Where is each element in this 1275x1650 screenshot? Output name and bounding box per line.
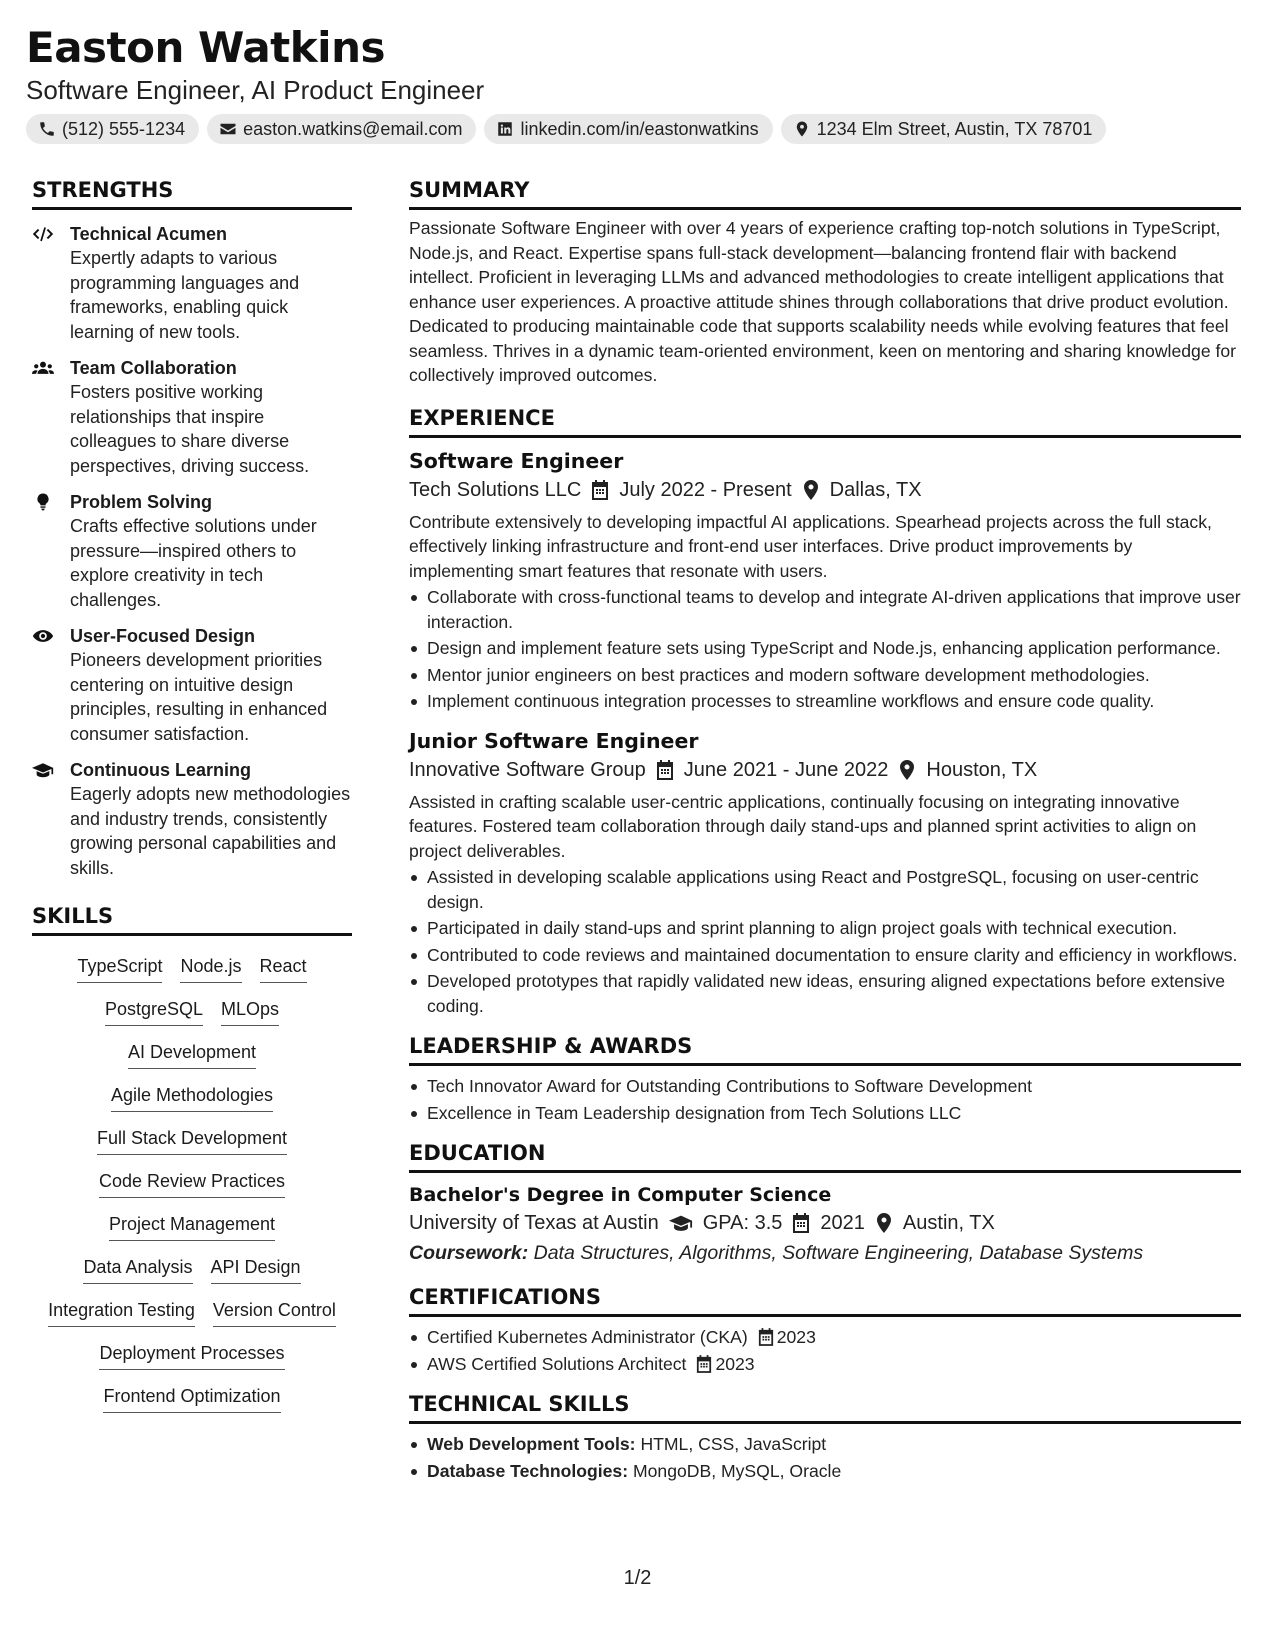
certifications-list xyxy=(409,1325,1241,1376)
section-heading-summary: SUMMARY xyxy=(409,176,1241,210)
section-heading-education: EDUCATION xyxy=(409,1139,1241,1173)
skill-tag: Deployment Processes xyxy=(99,1341,284,1370)
education-section xyxy=(409,1139,1241,1267)
skills-section xyxy=(32,902,352,1413)
users-icon xyxy=(32,358,54,378)
certification-name: AWS Certified Solutions Architect xyxy=(427,1353,687,1374)
skill-tag: Project Management xyxy=(109,1212,275,1241)
strength-item xyxy=(32,624,352,746)
location-icon xyxy=(802,480,820,500)
skills-list xyxy=(32,954,352,1413)
candidate-title: Software Engineer, AI Product Engineer xyxy=(26,75,485,105)
skill-tag: Agile Methodologies xyxy=(111,1083,273,1112)
leadership-section xyxy=(409,1032,1241,1125)
coursework-label: Coursework: xyxy=(409,1242,529,1264)
certification-name: Certified Kubernetes Administrator (CKA) xyxy=(427,1327,748,1347)
graduation-year: 2021 xyxy=(820,1212,865,1234)
contact-address-text: 1234 Elm Street, Austin, TX 78701 xyxy=(816,118,1093,139)
certification-year: 2023 xyxy=(715,1353,755,1374)
graduation-cap-icon xyxy=(669,1213,693,1233)
contact-linkedin-text: linkedin.com/in/eastonwatkins xyxy=(520,118,759,139)
strength-title: User-Focused Design xyxy=(70,626,256,646)
skill-tag: Code Review Practices xyxy=(99,1169,285,1198)
envelope-icon xyxy=(219,120,237,138)
strength-desc: Fosters positive working relationships that inspire colleagues to share diverse perspectives, driving success. xyxy=(70,382,310,476)
code-icon xyxy=(32,224,54,244)
technical-skills-list xyxy=(409,1432,1241,1483)
strength-title: Continuous Learning xyxy=(70,760,251,780)
job-bullets xyxy=(409,585,1241,714)
lightbulb-icon xyxy=(32,492,54,512)
job-entry xyxy=(409,446,1241,714)
skill-tag: Frontend Optimization xyxy=(103,1384,280,1413)
job-company: Tech Solutions LLC xyxy=(409,478,582,501)
skill-tag: PostgreSQL xyxy=(105,997,203,1026)
contact-linkedin[interactable] xyxy=(484,114,772,144)
section-heading-strengths: STRENGTHS xyxy=(32,176,352,210)
skill-tag: Data Analysis xyxy=(83,1255,192,1284)
right-column xyxy=(409,176,1241,1485)
job-bullet: Participated in daily stand-ups and sprint planning to align project goals with technical execution. xyxy=(409,916,1241,941)
job-location: Dallas, TX xyxy=(829,478,922,501)
calendar-icon xyxy=(696,1355,712,1373)
strength-item xyxy=(32,758,352,880)
job-bullet: Design and implement feature sets using TypeScript and Node.js, enhancing application performance. xyxy=(409,636,1241,661)
job-description: Assisted in crafting scalable user-centric applications, continually focusing on integrating innovative features. Fostered team collaboration through daily stand-ups and planned sprint activities to align on project deliverables. xyxy=(409,791,1197,861)
education-meta xyxy=(409,1209,1241,1237)
gpa: GPA: 3.5 xyxy=(702,1212,783,1234)
school-location: Austin, TX xyxy=(902,1212,995,1234)
skill-tag: TypeScript xyxy=(77,954,162,983)
section-heading-experience: EXPERIENCE xyxy=(409,404,1241,438)
job-bullet: Mentor junior engineers on best practices and modern software development methodologies. xyxy=(409,663,1241,688)
job-meta xyxy=(409,756,1241,784)
strength-desc: Pioneers development priorities centering on intuitive design principles, resulting in enhanced consumer satisfaction. xyxy=(70,650,328,744)
contact-phone-text: (512) 555-1234 xyxy=(62,118,186,139)
summary-section xyxy=(409,176,1241,388)
technical-skill-value: HTML, CSS, JavaScript xyxy=(640,1434,827,1454)
technical-skill-label: Web Development Tools: xyxy=(427,1434,636,1454)
technical-skill-value: MongoDB, MySQL, Oracle xyxy=(632,1460,842,1481)
linkedin-icon xyxy=(496,120,514,138)
experience-section xyxy=(409,404,1241,1019)
job-title: Junior Software Engineer xyxy=(409,728,699,753)
award-item: Excellence in Team Leadership designation from Tech Solutions LLC xyxy=(409,1101,1241,1126)
section-heading-leadership: LEADERSHIP & AWARDS xyxy=(409,1032,1241,1066)
strength-desc: Eagerly adopts new methodologies and industry trends, consistently growing personal capabilities and skills. xyxy=(70,784,351,878)
left-column xyxy=(32,176,352,1431)
contact-email[interactable] xyxy=(207,114,476,144)
strength-title: Team Collaboration xyxy=(70,358,237,378)
job-entry xyxy=(409,726,1241,1019)
job-title: Software Engineer xyxy=(409,448,624,473)
job-company: Innovative Software Group xyxy=(409,758,646,781)
technical-skill-item xyxy=(409,1459,1241,1484)
job-bullet: Developed prototypes that rapidly validated new ideas, ensuring aligned expectations before extensive coding. xyxy=(409,969,1241,1018)
job-bullet: Implement continuous integration processes to streamline workflows and ensure code quality. xyxy=(409,689,1241,714)
calendar-icon xyxy=(758,1328,774,1346)
job-meta xyxy=(409,476,1241,504)
skill-tag: Version Control xyxy=(213,1298,336,1327)
job-dates: July 2022 - Present xyxy=(619,478,792,501)
certification-item xyxy=(409,1352,1241,1377)
award-item: Tech Innovator Award for Outstanding Contributions to Software Development xyxy=(409,1074,1241,1099)
skill-tag: Full Stack Development xyxy=(97,1126,287,1155)
skill-tag: React xyxy=(260,954,307,983)
location-icon xyxy=(898,760,916,780)
strengths-section xyxy=(32,176,352,880)
section-heading-certifications: CERTIFICATIONS xyxy=(409,1283,1241,1317)
contact-email-text: easton.watkins@email.com xyxy=(243,118,463,139)
technical-skill-label: Database Technologies: xyxy=(427,1460,629,1481)
degree-title: Bachelor's Degree in Computer Science xyxy=(409,1184,832,1206)
skill-tag: Integration Testing xyxy=(48,1298,195,1327)
certification-item xyxy=(409,1325,1241,1350)
page-number: 1/2 xyxy=(623,1567,652,1589)
job-location: Houston, TX xyxy=(926,758,1038,781)
calendar-icon xyxy=(591,480,609,500)
contact-bar xyxy=(26,114,1246,144)
coursework xyxy=(409,1239,1241,1267)
strength-item xyxy=(32,490,352,612)
technical-skill-item xyxy=(409,1432,1241,1457)
section-heading-technical-skills: TECHNICAL SKILLS xyxy=(409,1390,1241,1424)
strength-title: Problem Solving xyxy=(70,492,213,512)
strength-title: Technical Acumen xyxy=(70,224,228,244)
skill-tag: MLOps xyxy=(221,997,279,1026)
location-icon xyxy=(793,120,811,138)
eye-icon xyxy=(32,626,54,646)
job-dates: June 2021 - June 2022 xyxy=(683,758,889,781)
leadership-list xyxy=(409,1074,1241,1125)
skill-tag: AI Development xyxy=(128,1040,256,1069)
candidate-name: Easton Watkins xyxy=(26,23,385,72)
location-icon xyxy=(875,1213,893,1233)
resume-header xyxy=(26,22,1246,144)
strength-item xyxy=(32,222,352,344)
school-name: University of Texas at Austin xyxy=(409,1212,659,1234)
section-heading-skills: SKILLS xyxy=(32,902,352,936)
technical-skills-section xyxy=(409,1390,1241,1483)
job-description: Contribute extensively to developing impactful AI applications. Spearhead projects across the full stack, effectively linking infrastructure and front-end user interfaces. Drive product improvements by implementing smart features that resonate with users. xyxy=(409,511,1212,581)
graduation-cap-icon xyxy=(32,760,54,780)
strength-item xyxy=(32,356,352,478)
phone-icon xyxy=(38,120,56,138)
skill-tag: API Design xyxy=(211,1255,301,1284)
job-bullet: Assisted in developing scalable applications using React and PostgreSQL, focusing on user-centric design. xyxy=(409,865,1241,914)
certification-year: 2023 xyxy=(776,1327,816,1347)
calendar-icon xyxy=(656,760,674,780)
certifications-section xyxy=(409,1283,1241,1376)
job-bullets xyxy=(409,865,1241,1018)
skill-tag: Node.js xyxy=(180,954,241,983)
contact-phone[interactable] xyxy=(26,114,199,144)
strength-desc: Expertly adapts to various programming languages and frameworks, enabling quick learning of new tools. xyxy=(70,248,300,342)
calendar-icon xyxy=(792,1213,810,1233)
contact-address[interactable] xyxy=(781,114,1107,144)
job-bullet: Contributed to code reviews and maintained documentation to ensure clarity and efficiency in workflows. xyxy=(409,943,1241,968)
job-bullet: Collaborate with cross-functional teams to develop and integrate AI-driven applications that improve user interaction. xyxy=(409,585,1241,634)
summary-text: Passionate Software Engineer with over 4 years of experience crafting top-notch solutions in TypeScript, Node.js, and React. Expertise spans full-stack development—balancing frontend flair with backend intellect. Proficient in leveraging LLMs and advanced methodologies to create intelligent applications that enhance user experiences. A proactive attitude shines through collaborations that drive product evolution. Dedicated to producing maintainable code that supports scalability needs while evolving features that feel seamless. Thrives in a dynamic team-oriented environment, keen on mentoring and sharing knowledge for collectively improved outcomes. xyxy=(409,218,1237,385)
coursework-list: Data Structures, Algorithms, Software Engineering, Database Systems xyxy=(533,1242,1144,1264)
strength-desc: Crafts effective solutions under pressure—inspired others to explore creativity in tech challenges. xyxy=(70,516,317,610)
